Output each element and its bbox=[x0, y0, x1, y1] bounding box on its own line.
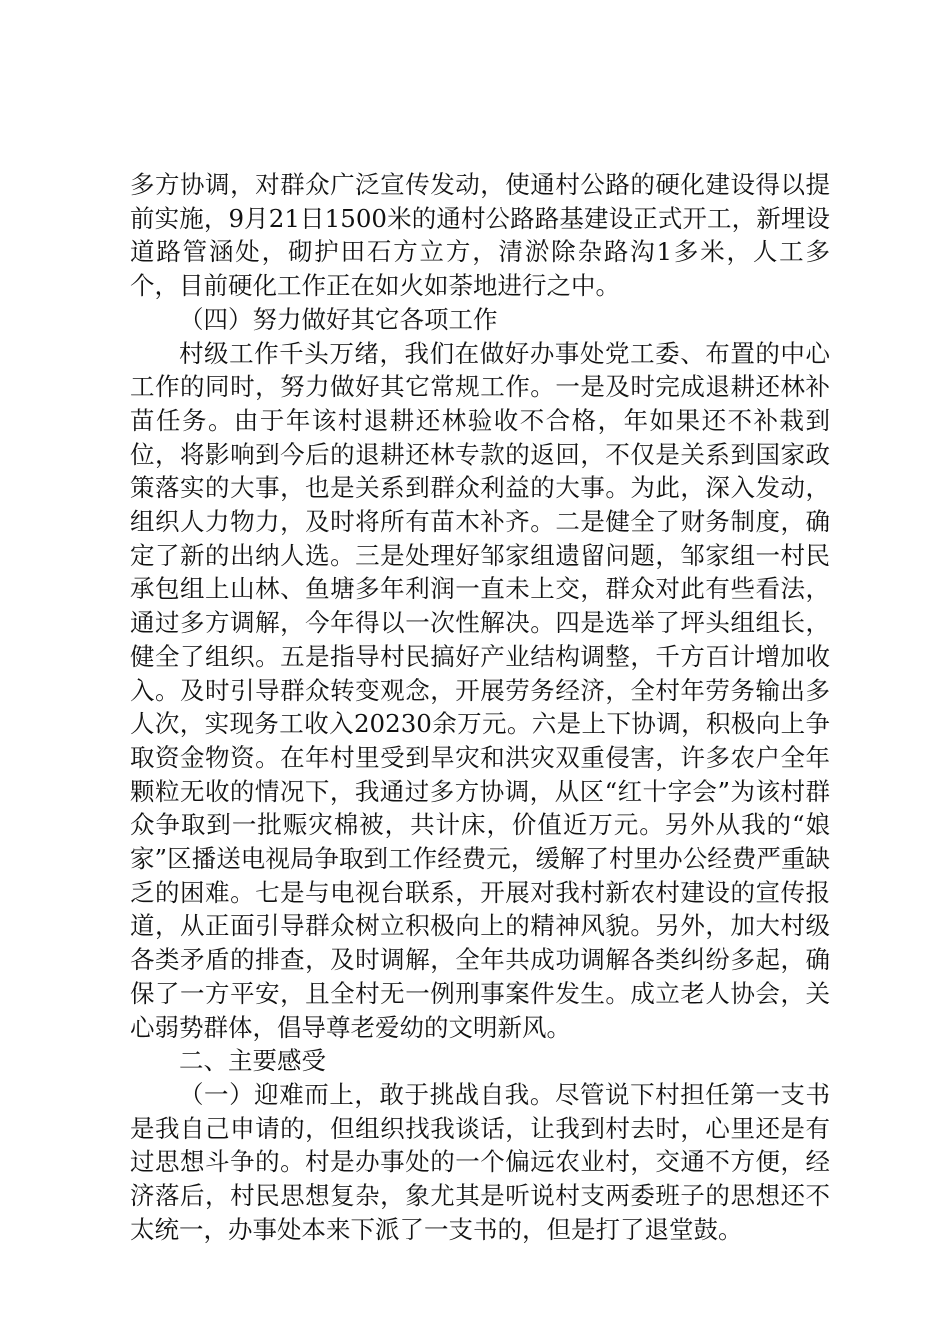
paragraph-challenge-self: （一）迎难而上，敢于挑战自我。尽管说下村担任第一支书是我自己申请的，但组织找我谈话，让我到村去时，心里还是有过思想斗争的。村是办事处的一个偏远农业村，交通不方便，经济落后，村民思想复杂，象尤其是听说村支两委班子的思想还不太统一，办事处本来下派了一支书的，但是打了退堂鼓。 bbox=[130, 1079, 830, 1244]
section-heading-other-work: （四）努力做好其它各项工作 bbox=[179, 304, 498, 334]
paragraph-road-hardening: 多方协调，对群众广泛宣传发动，使通村公路的硬化建设得以提前实施，9月21日1500米的通村公路路基建设正式开工，新埋设道路管涵处，砌护田石方立方，清淤除杂路沟1多米，人工多个，目前硬化工作正在如火如荼地进行之中。 bbox=[130, 170, 830, 301]
paragraph-routine-work: 村级工作千头万绪，我们在做好办事处党工委、布置的中心工作的同时，努力做好其它常规工作。一是及时完成退耕还林补苗任务。由于年该村退耕还林验收不合格，年如果还不补栽到位，将影响到今后的退耕还林专款的返回，不仅是关系到国家政策落实的大事，也是关系到群众利益的大事。为此，深入发动，组织人力物力，及时将所有苗木补齐。二是健全了财务制度，确定了新的出纳人选。三是处理好邹家组遗留问题，邹家组一村民承包组上山林、鱼塘多年利润一直未上交，群众对此有些看法，通过多方调解，今年得以一次性解决。四是选举了坪头组组长，健全了组织。五是指导村民搞好产业结构调整，千方百计增加收入。及时引导群众转变观念，开展劳务经济，全村年劳务输出多人次，实现务工收入20230余万元。六是上下协调，积极向上争取资金物资。在年村里受到旱灾和洪灾双重侵害，许多农户全年颗粒无收的情况下，我通过多方协调，从区“红十字会”为该村群众争取到一批赈灾棉被，共计床，价值近万元。另外从我的“娘家”区播送电视局争取到工作经费元，缓解了村里办公经费严重缺乏的困难。七是与电视台联系，开展对我村新农村建设的宣传报道，从正面引导群众树立积极向上的精神风貌。另外，加大村级各类矛盾的排查，及时调解，全年共成功调解各类纠纷多起，确保了一方平安，且全村无一例刑事案件发生。成立老人协会，关心弱势群体，倡导尊老爱幼的文明新风。 bbox=[130, 338, 830, 1042]
section-heading-main-feelings: 二、主要感受 bbox=[179, 1046, 326, 1076]
document-body bbox=[130, 168, 830, 1247]
